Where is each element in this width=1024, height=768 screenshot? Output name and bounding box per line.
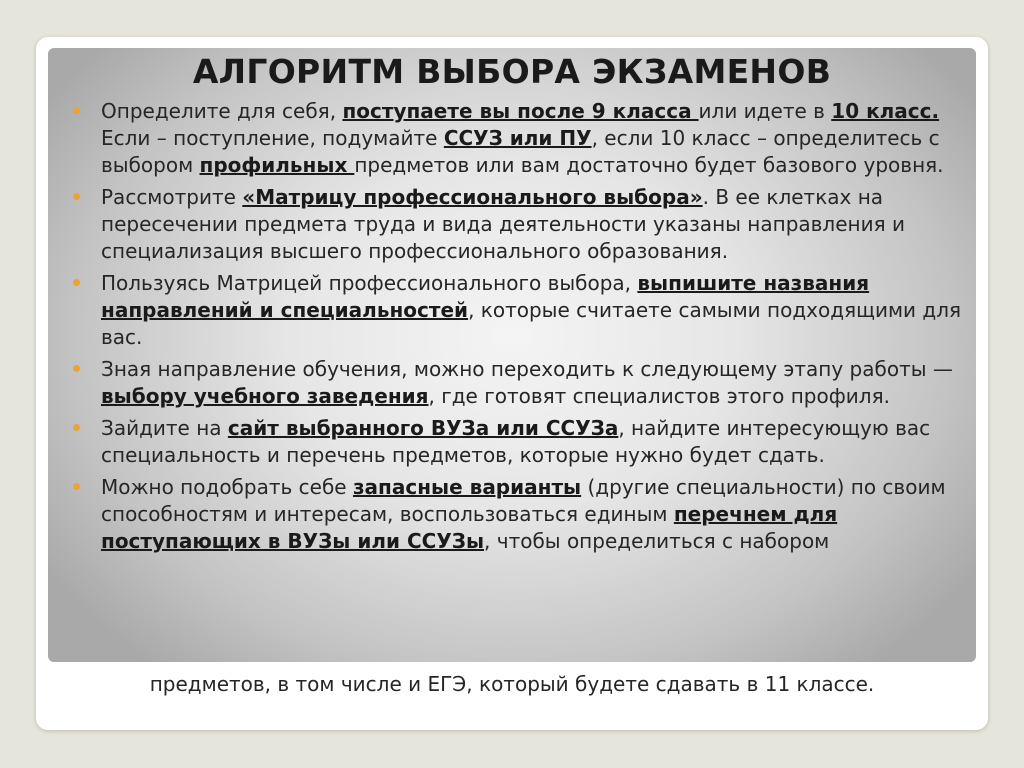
bullet-text — [101, 416, 930, 467]
key-phrase: профильных — [199, 153, 355, 177]
bullet-item — [72, 270, 980, 351]
key-phrase: выпишите названия направлений и специальностей — [101, 271, 870, 322]
bullet-text — [101, 475, 946, 553]
bullet-item — [72, 474, 980, 555]
overflow-line: предметов, в том числе и ЕГЭ, который будете сдавать в 11 классе. — [149, 672, 875, 696]
key-phrase: запасные варианты — [352, 475, 582, 499]
bullet-dot-icon — [73, 107, 80, 114]
key-phrase: поступаете вы после 9 класса — [342, 99, 699, 123]
text-segment: , где готовят специалистов этого профиля. — [428, 384, 890, 408]
slide-title: АЛГОРИТМ ВЫБОРА ЭКЗАМЕНОВ — [192, 52, 832, 91]
bullet-dot-icon — [73, 424, 80, 431]
key-phrase: выбору учебного заведения — [101, 384, 429, 408]
text-segment: (другие специальности) по своим способностям и интересам, воспользоваться единым — [101, 475, 946, 526]
bullet-text — [101, 271, 961, 349]
bullet-item — [72, 184, 980, 265]
text-segment: Зайдите на — [101, 416, 228, 440]
text-segment: или идете в — [698, 99, 832, 123]
bullet-dot-icon — [73, 483, 80, 490]
bullet-text — [101, 357, 953, 408]
bullet-item — [72, 98, 980, 179]
text-segment: , чтобы определиться с набором — [484, 529, 830, 553]
bullet-dot-icon — [73, 279, 80, 286]
bullet-list — [72, 98, 980, 560]
text-segment: Определите для себя, — [101, 99, 343, 123]
bullet-dot-icon — [73, 365, 80, 372]
key-phrase: сайт выбранного ВУЗа или ССУЗа — [227, 416, 619, 440]
key-phrase: перечнем для поступающих в ВУЗы или ССУЗы — [101, 502, 838, 553]
text-segment: Если – поступление, подумайте — [101, 126, 444, 150]
text-segment: Зная направление обучения, можно переходить к следующему этапу работы — — [101, 357, 953, 381]
bullet-item — [72, 356, 980, 410]
text-segment: Пользуясь Матрицей профессионального выбора, — [101, 271, 638, 295]
text-segment: Рассмотрите — [101, 185, 243, 209]
text-segment: . В ее клетках на пересечении предмета труда и вида деятельности указаны направления и специализация высшего профессионального образования. — [101, 185, 905, 263]
key-phrase: «Матрицу профессионального выбора» — [242, 185, 703, 209]
bullet-text — [101, 185, 905, 263]
text-segment: , если 10 класс – определитесь с выбором — [101, 126, 940, 177]
bullet-text — [101, 99, 944, 177]
text-segment: Можно подобрать себе — [101, 475, 353, 499]
key-phrase: ССУЗ или ПУ — [443, 126, 592, 150]
text-segment: , которые считаете самыми подходящими для вас. — [101, 298, 962, 349]
text-segment: , найдите интересующую вас специальность и перечень предметов, которые нужно будет сдать. — [101, 416, 931, 467]
key-phrase: 10 класс. — [831, 99, 940, 123]
text-segment: предметов или вам достаточно будет базового уровня. — [354, 153, 944, 177]
bullet-item — [72, 415, 980, 469]
bullet-dot-icon — [73, 193, 80, 200]
